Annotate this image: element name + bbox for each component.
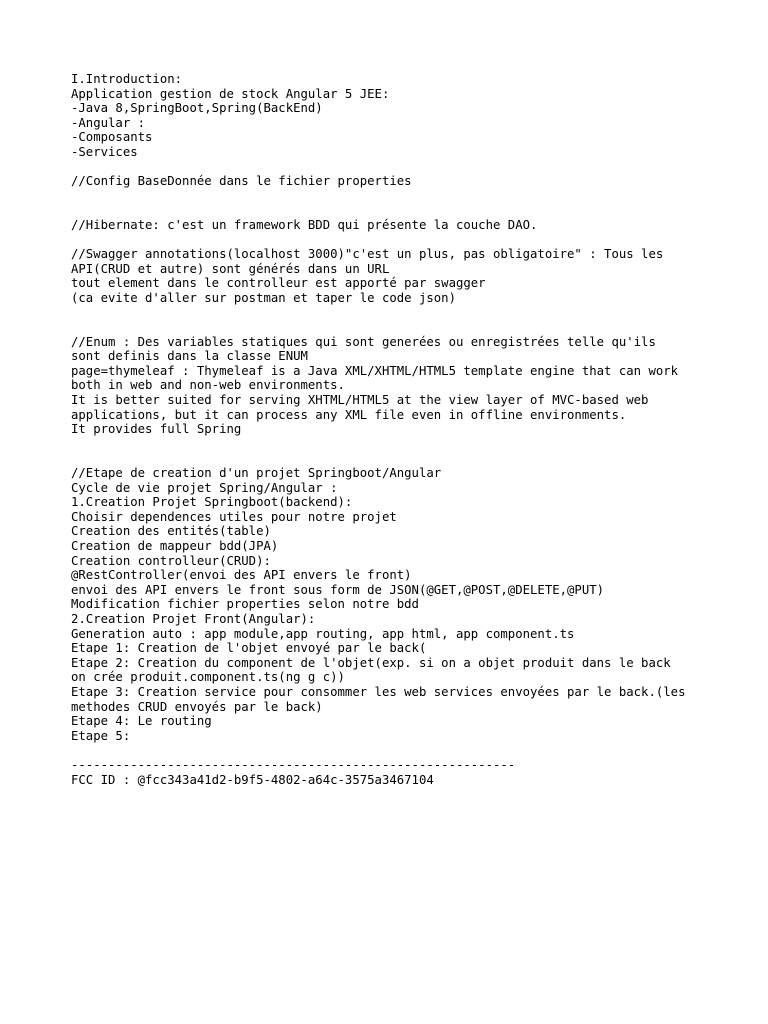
blank-line [71, 203, 731, 218]
blank-line [71, 743, 731, 758]
text-line: Creation de mappeur bdd(JPA) [71, 539, 279, 553]
text-line: Application gestion de stock Angular 5 JEE: [71, 86, 390, 101]
text-line: //Config BaseDonnée dans le fichier properties [71, 174, 412, 189]
text-line: -Services [71, 144, 138, 159]
blank-line [71, 233, 731, 248]
blank-line [71, 320, 731, 335]
blank-line [71, 189, 731, 204]
text-line: Etape 3: Creation service pour consommer les web services envoyées par le back.(les [71, 684, 686, 699]
text-line: -Java 8,SpringBoot,Spring(BackEnd) [71, 101, 323, 116]
text-line: -Composants [71, 130, 153, 145]
text-line: Creation controlleur(CRUD): [71, 553, 271, 568]
blank-line [71, 306, 731, 321]
fcc-id-line: FCC ID : @fcc343a41d2-b9f5-4802-a64c-3575a3467104 [71, 772, 434, 787]
text-line: page=thymeleaf : Thymeleaf is a Java XML/XHTML/HTML5 template engine that can work [71, 363, 679, 378]
blank-line [71, 437, 731, 452]
text-line: methodes CRUD envoyés par le back) [71, 699, 323, 714]
text-line: tout element dans le controlleur est apporté par swagger [71, 276, 486, 291]
separator-line: ------------------------------------------------------------ [71, 757, 516, 772]
text-line: Cycle de vie projet Spring/Angular : [71, 480, 338, 495]
text-line: It is better suited for serving XHTML/HTML5 at the view layer of MVC-based web [71, 393, 649, 408]
text-line: I.Introduction: [71, 72, 183, 86]
text-line: API(CRUD et autre) sont générés dans un URL [71, 261, 390, 276]
text-line: 2.Creation Projet Front(Angular): [71, 611, 316, 626]
text-line: Etape 5: [71, 728, 131, 743]
text-line: Etape 2: Creation du component de l'objet(exp. si on a objet produit dans le back [71, 655, 671, 670]
text-line: //Hibernate: c'est un framework BDD qui présente la couche DAO. [71, 217, 538, 232]
text-line: -Angular : [71, 115, 146, 130]
text-line: Generation auto : app module,app routing, app html, app component.ts [71, 626, 575, 641]
document-page [71, 72, 731, 787]
text-line: on crée produit.component.ts(ng g c)) [71, 670, 345, 685]
blank-line [71, 451, 731, 466]
text-line: Modification fichier properties selon notre bdd [71, 597, 419, 612]
text-line: It provides full Spring [71, 422, 242, 437]
text-line: 1.Creation Projet Springboot(backend): [71, 495, 353, 510]
text-line: applications, but it can process any XML file even in offline environments. [71, 407, 627, 422]
text-line: @RestController(envoi des API envers le front) [71, 568, 412, 583]
text-line: envoi des API envers le front sous form de JSON(@GET,@POST,@DELETE,@PUT) [71, 582, 605, 597]
text-line: //Swagger annotations(localhost 3000)"c'est un plus, pas obligatoire" : Tous les [71, 247, 664, 262]
text-line: Choisir dependences utiles pour notre projet [71, 509, 397, 524]
text-line: (ca evite d'aller sur postman et taper le code json) [71, 290, 456, 305]
text-line: Etape 1: Creation de l'objet envoyé par le back( [71, 641, 427, 656]
text-line: Creation des entités(table) [71, 524, 271, 539]
text-line: //Enum : Des variables statiques qui sont generées ou enregistrées telle qu'ils [71, 334, 656, 349]
text-line: //Etape de creation d'un projet Springboot/Angular [71, 466, 442, 481]
text-line: sont definis dans la classe ENUM [71, 349, 308, 364]
text-line: Etape 4: Le routing [71, 714, 212, 729]
blank-line [71, 160, 731, 175]
text-line: both in web and non-web environments. [71, 378, 345, 393]
